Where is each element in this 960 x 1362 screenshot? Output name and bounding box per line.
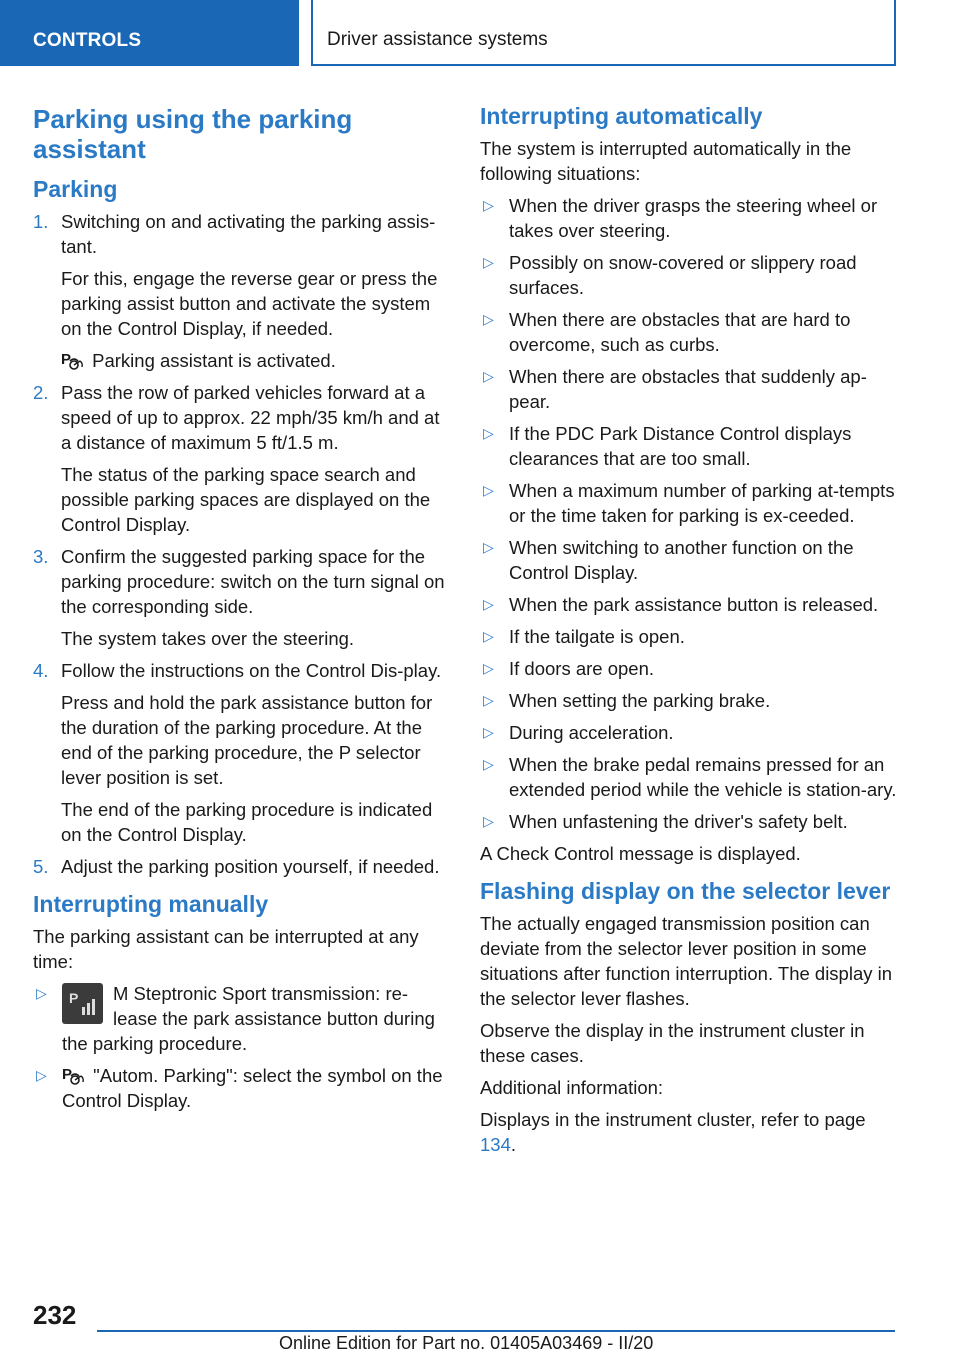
- bullet-item: [480, 307, 900, 357]
- triangle-bullet-icon: ▷: [483, 756, 494, 772]
- flash-paragraph: Additional information:: [480, 1077, 664, 1098]
- triangle-bullet-icon: ▷: [483, 197, 494, 213]
- bullet-item: [480, 193, 900, 243]
- reference-text: Displays in the instrument cluster, refer to page: [480, 1109, 866, 1130]
- triangle-bullet-icon: ▷: [36, 985, 47, 1001]
- page-link[interactable]: 134: [480, 1134, 511, 1155]
- left-column: [33, 96, 451, 1120]
- step-text: For this, engage the reverse gear or press the parking assist button and activate the system on the Control Display, if needed.: [61, 268, 438, 339]
- bullet-text: "Autom. Parking": select the symbol on the Control Display.: [62, 1065, 443, 1111]
- step-number: 1.: [33, 211, 49, 232]
- step-icon-note: [61, 348, 451, 373]
- footer-divider: [97, 1330, 895, 1332]
- bullet-text: When switching to another function on the Control Display.: [509, 537, 854, 583]
- triangle-bullet-icon: ▷: [36, 1067, 47, 1083]
- edition-text: Online Edition for Part no. 01405A03469 - II/20: [279, 1333, 654, 1353]
- icon-note-text: Parking assistant is activated.: [92, 350, 336, 371]
- step-item: [33, 854, 451, 879]
- bullet-item: [480, 656, 900, 681]
- triangle-bullet-icon: ▷: [483, 692, 494, 708]
- bullet-text: When unfastening the driver's safety belt.: [509, 811, 848, 832]
- section-title: Parking using the parking assistant: [33, 104, 353, 164]
- triangle-bullet-icon: ▷: [483, 724, 494, 740]
- step-number: 5.: [33, 856, 49, 877]
- flash-heading: Flashing display on the selector lever: [480, 878, 891, 904]
- bullet-item: [480, 421, 900, 471]
- bullet-item: [480, 624, 900, 649]
- parking-heading: Parking: [33, 176, 118, 202]
- right-column: [480, 96, 900, 1164]
- step-item: [33, 380, 451, 537]
- flash-paragraph: The actually engaged transmission position can deviate from the selector lever position in some situations after function interruption. The display in the selector lever flashes.: [480, 913, 893, 1009]
- step-text: Switching on and activating the parking assis-tant.: [61, 211, 436, 257]
- bullet-text: When there are obstacles that suddenly ap-pear.: [509, 366, 867, 412]
- bullet-text: When the brake pedal remains pressed for an extended period while the vehicle is station-ary.: [509, 754, 897, 800]
- bullet-item: [480, 809, 900, 834]
- flash-paragraph: Observe the display in the instrument cluster in these cases.: [480, 1020, 865, 1066]
- step-text: Adjust the parking position yourself, if needed.: [61, 856, 440, 877]
- step-text: The system takes over the steering.: [61, 628, 355, 649]
- triangle-bullet-icon: ▷: [483, 482, 494, 498]
- step-item: [33, 209, 451, 373]
- bullet-text: If doors are open.: [509, 658, 655, 679]
- bullet-text: During acceleration.: [509, 722, 674, 743]
- auto-outro: A Check Control message is displayed.: [480, 843, 801, 864]
- triangle-bullet-icon: ▷: [483, 596, 494, 612]
- parking-assistant-icon: [61, 349, 87, 371]
- manual-bullets: [33, 981, 451, 1113]
- auto-bullets: [480, 193, 900, 834]
- park-assist-button-icon: [62, 983, 103, 1024]
- svg-text:P: P: [69, 990, 79, 1006]
- triangle-bullet-icon: ▷: [483, 539, 494, 555]
- bullet-item: [33, 981, 451, 1056]
- triangle-bullet-icon: ▷: [483, 425, 494, 441]
- bullet-item: [480, 752, 900, 802]
- section-tab: [0, 0, 299, 66]
- manual-intro: The parking assistant can be interrupted at any time:: [33, 926, 419, 972]
- triangle-bullet-icon: ▷: [483, 628, 494, 644]
- bullet-item: [480, 720, 900, 745]
- step-text: Pass the row of parked vehicles forward at a speed of up to approx. 22 mph/35 km/h and at a distance of maximum 5 ft/1.5 m.: [61, 382, 440, 453]
- bullet-text: When setting the parking brake.: [509, 690, 771, 711]
- step-item: [33, 544, 451, 651]
- bullet-text: If the PDC Park Distance Control displays clearances that are too small.: [509, 423, 852, 469]
- auto-heading: Interrupting automatically: [480, 103, 763, 129]
- svg-text:P: P: [61, 351, 72, 368]
- bullet-text: M Steptronic Sport transmission: re-lease the park assistance button during the parking procedure.: [62, 983, 435, 1054]
- triangle-bullet-icon: ▷: [483, 311, 494, 327]
- triangle-bullet-icon: ▷: [483, 254, 494, 270]
- manual-heading: Interrupting manually: [33, 891, 269, 917]
- parking-steps: [33, 209, 451, 879]
- bullet-item: [480, 478, 900, 528]
- triangle-bullet-icon: ▷: [483, 660, 494, 676]
- section-label: CONTROLS: [33, 30, 142, 51]
- bullet-text: When there are obstacles that are hard to overcome, such as curbs.: [509, 309, 851, 355]
- svg-text:P: P: [62, 1066, 73, 1083]
- bullet-item: [480, 364, 900, 414]
- auto-intro: The system is interrupted automatically in the following situations:: [480, 138, 852, 184]
- step-text: Press and hold the park assistance button for the duration of the parking procedure. At the end of the parking procedure, the P selector lever position is set.: [61, 692, 433, 788]
- step-text: Confirm the suggested parking space for the parking procedure: switch on the turn signal on the corresponding side.: [61, 546, 445, 617]
- step-number: 3.: [33, 546, 49, 567]
- triangle-bullet-icon: ▷: [483, 813, 494, 829]
- bullet-text: When the park assistance button is released.: [509, 594, 879, 615]
- bullet-text: Possibly on snow-covered or slippery road surfaces.: [509, 252, 857, 298]
- step-text: The end of the parking procedure is indicated on the Control Display.: [61, 799, 433, 845]
- bullet-text: If the tailgate is open.: [509, 626, 685, 647]
- step-number: 2.: [33, 382, 49, 403]
- step-text: The status of the parking space search and possible parking spaces are displayed on the Control Display.: [61, 464, 431, 535]
- parking-assistant-icon: [62, 1064, 88, 1086]
- bullet-text: When a maximum number of parking at-tempts or the time taken for parking is ex-ceeded.: [509, 480, 895, 526]
- bullet-item: [480, 535, 900, 585]
- bullet-item: [480, 592, 900, 617]
- bullet-item: [480, 688, 900, 713]
- chapter-box: [311, 0, 896, 66]
- bullet-item: [480, 250, 900, 300]
- chapter-label: Driver assistance systems: [327, 29, 548, 50]
- flash-reference: [480, 1107, 900, 1157]
- bullet-text: When the driver grasps the steering wheel or takes over steering.: [509, 195, 878, 241]
- step-number: 4.: [33, 660, 49, 681]
- step-item: [33, 658, 451, 847]
- step-text: Follow the instructions on the Control Dis-play.: [61, 660, 442, 681]
- page-number: 232: [33, 1300, 77, 1330]
- reference-end: .: [510, 1134, 517, 1155]
- bullet-item: [33, 1063, 451, 1113]
- triangle-bullet-icon: ▷: [483, 368, 494, 384]
